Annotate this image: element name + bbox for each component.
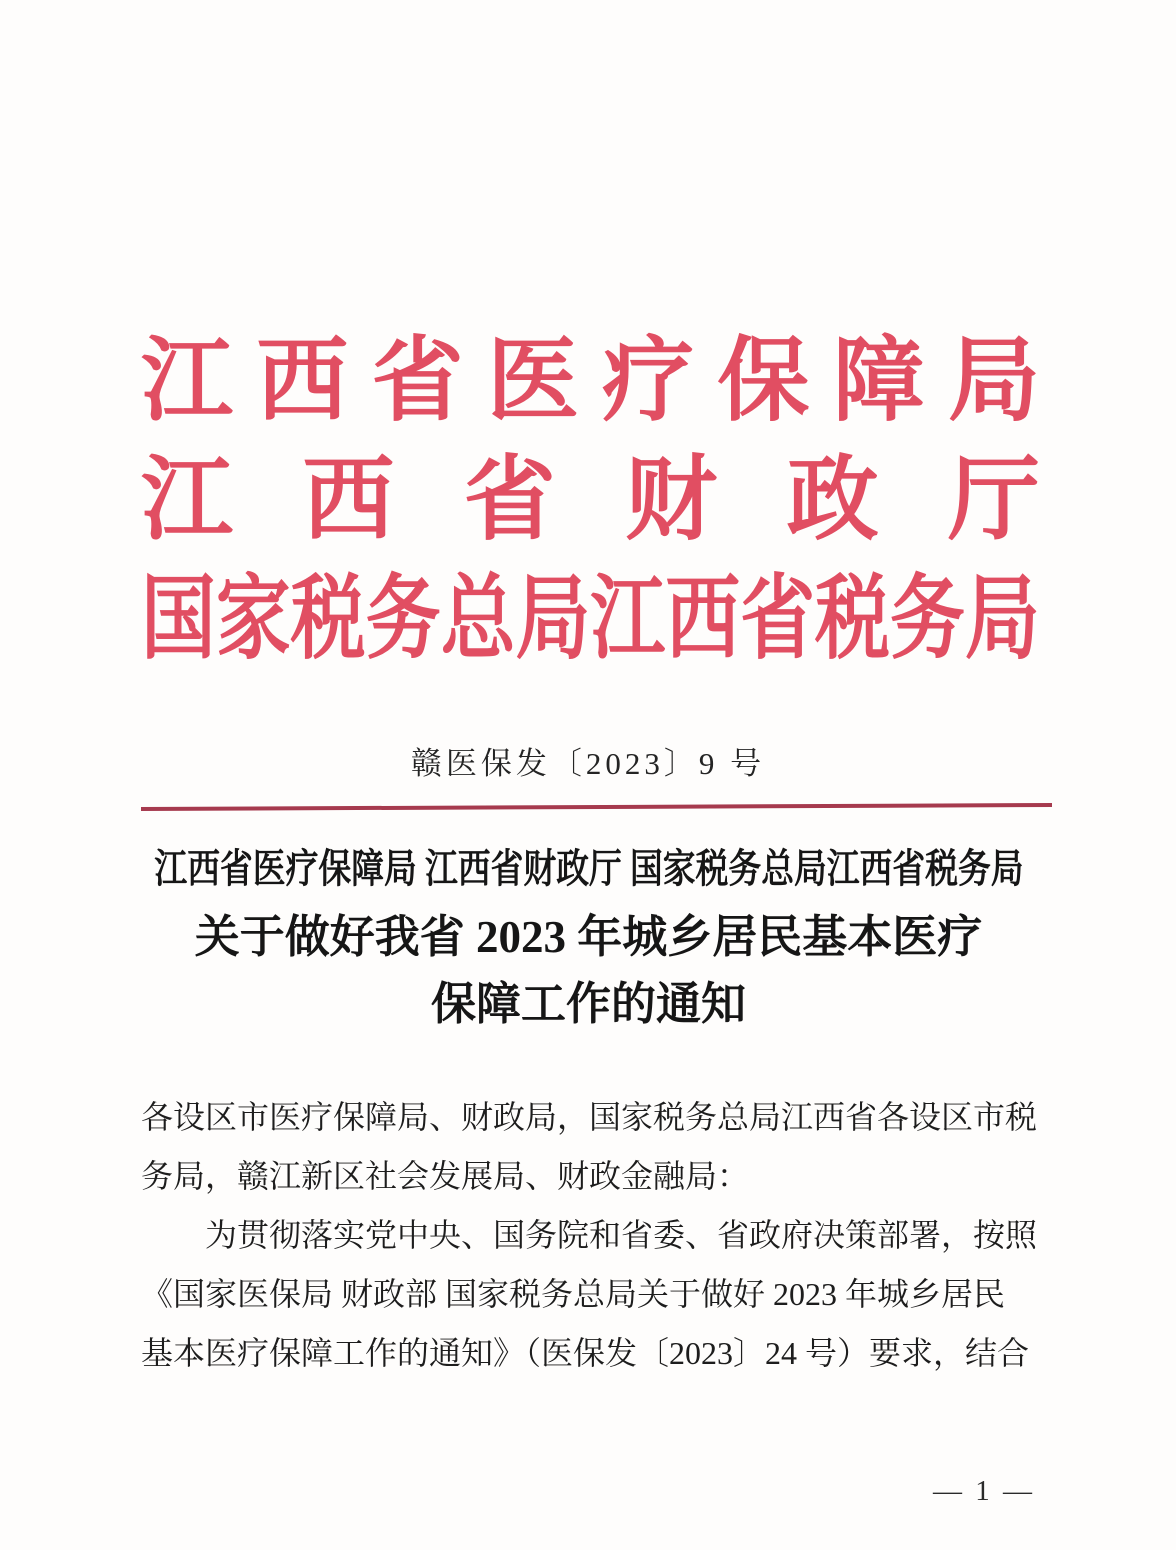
letterhead <box>141 330 1040 687</box>
paragraph-line-3: 基本医疗保障工作的通知》（医保发〔2023〕24 号）要求，结合 <box>141 1335 1030 1371</box>
title-row-2 <box>136 899 1041 966</box>
title-row-3 <box>136 966 1041 1033</box>
letterhead-line-agency-1: 江 西 省 医 疗 保 障 局 <box>141 330 1040 432</box>
salutation-line-1: 各设区市医疗保障局、财政局，国家税务总局江西省各设区市税 <box>141 1099 1038 1135</box>
document-body <box>141 1088 1051 1383</box>
letterhead-row-3 <box>141 568 1040 687</box>
title-line-2: 关于做好我省 2023 年城乡居民基本医疗 <box>194 912 983 962</box>
title-row-1 <box>136 832 1041 899</box>
red-divider-line <box>141 803 1052 811</box>
paragraph-line-1: 为贯彻落实党中央、国务院和省委、省政府决策部署，按照 <box>205 1217 1038 1253</box>
letterhead-line-agency-2: 江 西 省 财 政 厅 <box>141 449 1040 551</box>
page-number: — 1 — <box>933 1475 1035 1507</box>
title-line-3: 保障工作的通知 <box>430 979 746 1029</box>
title-line-1: 江西省医疗保障局 江西省财政厅 国家税务总局江西省税务局 <box>153 846 1024 891</box>
salutation-line-2: 务局，赣江新区社会发展局、财政金融局： <box>141 1158 750 1194</box>
paragraph-line-2: 《国家医保局 财政部 国家税务总局关于做好 2023 年城乡居民 <box>141 1276 1006 1312</box>
document-title <box>136 832 1041 1033</box>
document-number: 赣医保发〔2023〕9 号 <box>410 746 766 781</box>
letterhead-row-2 <box>141 449 1040 568</box>
letterhead-line-agency-3: 国 家 税 务 总 局 江 西 省 税 务 局 <box>141 568 1040 670</box>
letterhead-row-1 <box>141 330 1040 449</box>
